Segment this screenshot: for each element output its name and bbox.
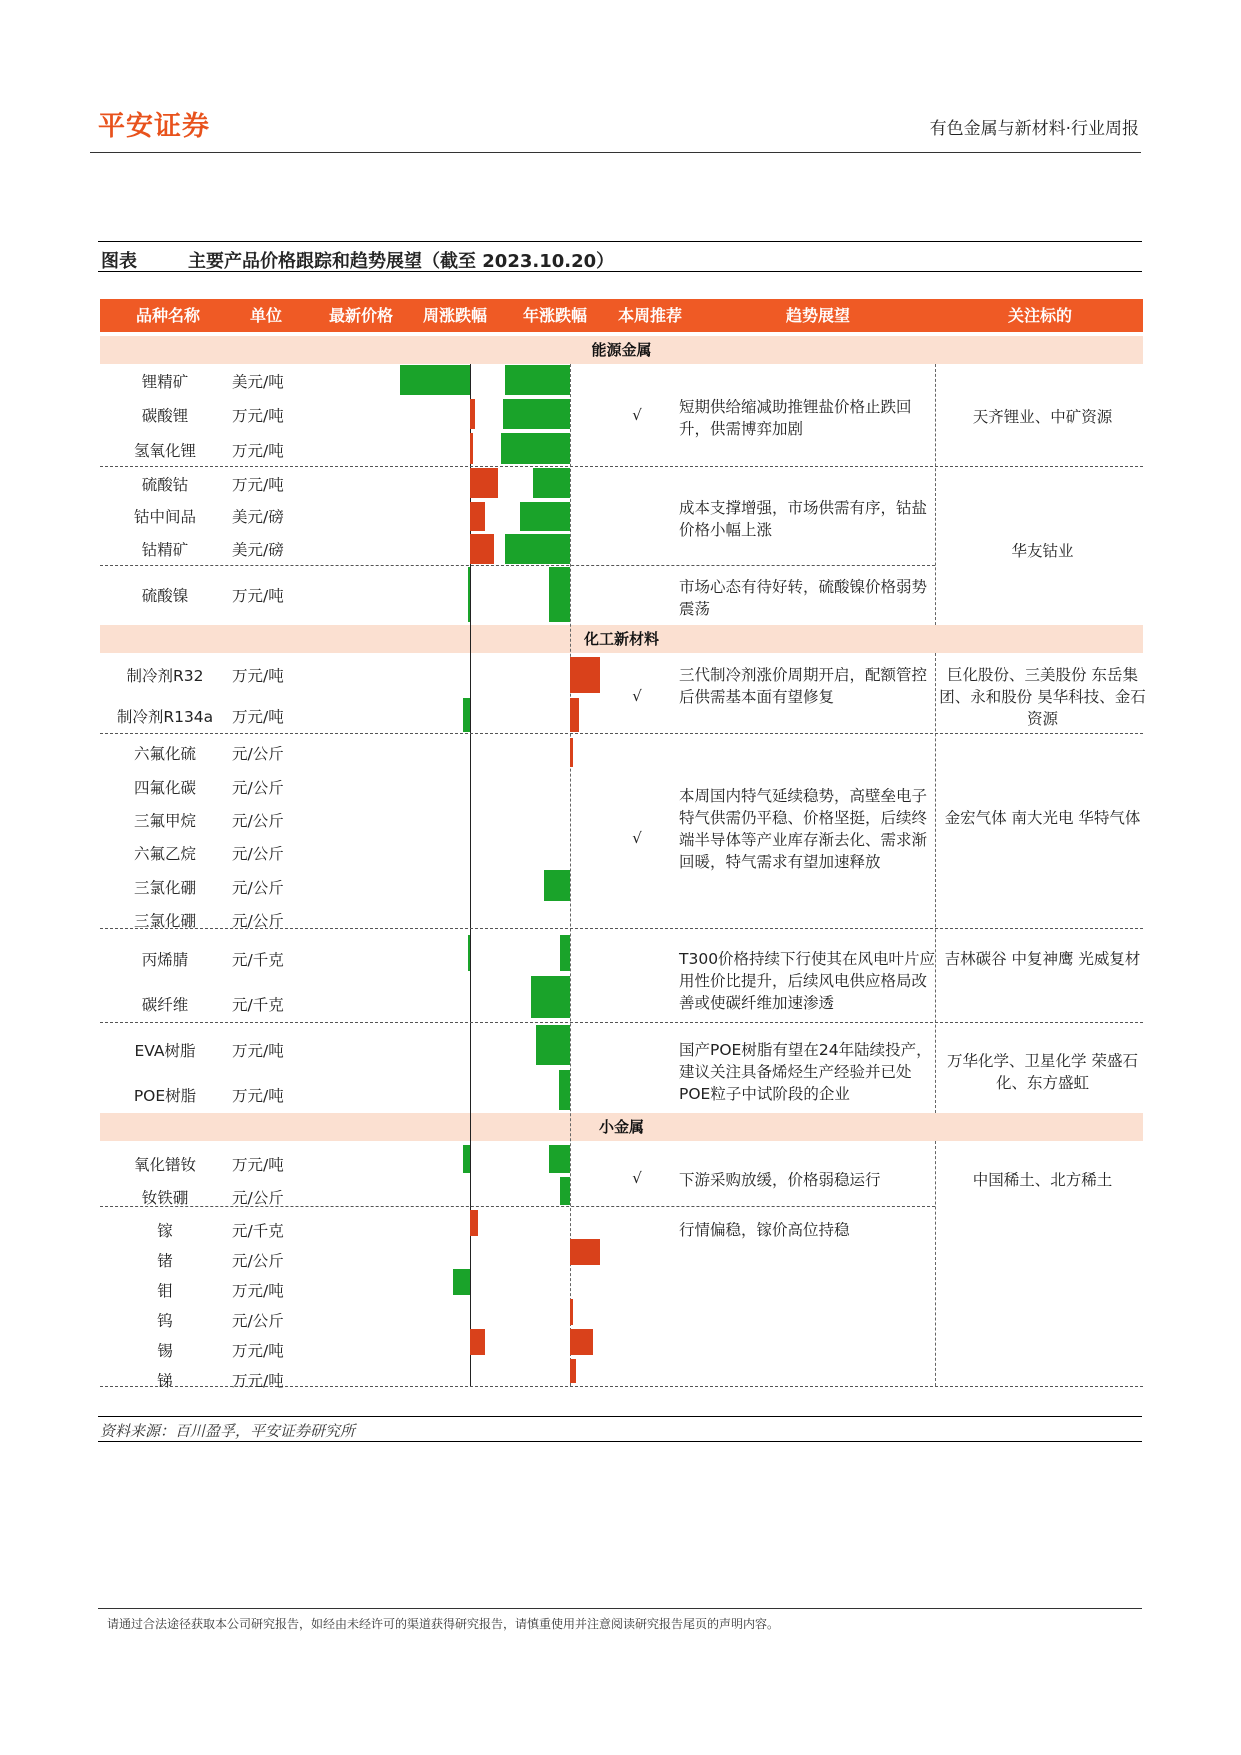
weekly-change-bar (453, 1269, 471, 1295)
product-unit: 元/公斤 (232, 912, 284, 930)
focus-targets: 万华化学、卫星化学 荣盛石化、东方盛虹 (947, 1052, 1138, 1092)
product-name: 钴中间品 (133, 508, 196, 526)
source-top-rule (98, 1416, 1142, 1417)
product-unit: 美元/磅 (232, 541, 284, 559)
weekly-change-bar (463, 1145, 471, 1173)
figure-bottom-rule (98, 271, 1142, 272)
yearly-change-bar (570, 698, 579, 732)
weekly-change-bar (470, 1210, 478, 1236)
trend-outlook: T300价格持续下行使其在风电叶片应用性价比提升，后续风电供应格局改善或使碳纤维加速渗透 (679, 950, 936, 1012)
report-type: 有色金属与新材料·行业周报 (929, 119, 1139, 139)
product-name: 钨 (157, 1312, 173, 1330)
product-unit: 万元/吨 (232, 667, 284, 685)
figure-label: 图表 (101, 251, 137, 272)
product-name: 锡 (157, 1342, 173, 1360)
product-name: 氢氧化锂 (133, 442, 196, 460)
product-name: 钼 (157, 1282, 173, 1300)
brand-logo: 平安证券 (98, 111, 210, 142)
product-name: 硫酸钴 (141, 476, 189, 494)
product-unit: 元/公斤 (232, 879, 284, 897)
weekly-change-bar (470, 1329, 485, 1355)
yearly-change-bar (520, 502, 570, 531)
year-axis-line (570, 364, 571, 1386)
recommend-check: √ (632, 406, 642, 424)
yearly-change-bar (570, 1239, 600, 1265)
focus-targets: 巨化股份、三美股份 东岳集团、永和股份 昊华科技、金石资源 (939, 666, 1146, 728)
group-separator (100, 733, 1143, 734)
product-unit: 万元/吨 (232, 476, 284, 494)
product-unit: 元/千克 (232, 951, 284, 969)
product-name: 钕铁硼 (141, 1189, 189, 1207)
source-bottom-rule (98, 1441, 1142, 1442)
yearly-change-bar (549, 1145, 570, 1173)
product-unit: 万元/吨 (232, 1282, 284, 1300)
focus-targets: 金宏气体 南大光电 华特气体 (944, 809, 1141, 827)
section-minor-metals: 小金属 (100, 1113, 1143, 1141)
yearly-change-bar (560, 935, 570, 971)
yearly-change-bar (570, 1299, 573, 1325)
product-unit: 万元/吨 (232, 1342, 284, 1360)
yearly-change-bar (559, 1070, 571, 1110)
weekly-change-bar (470, 534, 494, 564)
source-note: 资料来源：百川盈孚，平安证券研究所 (100, 1422, 356, 1440)
disclaimer: 请通过合法途径获取本公司研究报告，如经由未经许可的渠道获得研究报告，请慎重使用并注意阅读研究报告尾页的声明内容。 (107, 1617, 780, 1631)
product-unit: 万元/吨 (232, 587, 284, 605)
product-name: 碳纤维 (141, 996, 189, 1014)
figure-top-rule (98, 241, 1142, 242)
product-unit: 万元/吨 (232, 1372, 284, 1390)
product-unit: 万元/吨 (232, 1087, 284, 1105)
yearly-change-bar (549, 567, 570, 622)
product-name: 六氟乙烷 (133, 845, 196, 863)
trend-outlook: 下游采购放缓，价格弱稳运行 (679, 1171, 881, 1189)
product-unit: 万元/吨 (232, 708, 284, 726)
weekly-change-bar (470, 502, 485, 531)
section-chemical-materials: 化工新材料 (100, 625, 1143, 653)
focus-targets: 中国稀土、北方稀土 (972, 1171, 1113, 1189)
product-name: 四氟化碳 (133, 779, 196, 797)
col-header-name: 品种名称 (135, 306, 200, 325)
yearly-change-bar (505, 534, 570, 564)
trend-outlook: 短期供给缩减助推锂盐价格止跌回升，供需博弈加剧 (679, 398, 912, 438)
focus-targets: 天齐锂业、中矿资源 (972, 408, 1113, 426)
recommend-check: √ (632, 1169, 642, 1187)
product-name: 硫酸镍 (141, 587, 189, 605)
product-unit: 万元/吨 (232, 1042, 284, 1060)
product-name: 制冷剂R134a (116, 708, 214, 726)
group-separator (100, 466, 1143, 467)
yearly-change-bar (501, 433, 570, 464)
product-name: EVA树脂 (134, 1042, 196, 1060)
yearly-change-bar (570, 738, 573, 767)
product-name: POE树脂 (133, 1087, 197, 1105)
trend-outlook: 市场心态有待好转，硫酸镍价格弱势震荡 (679, 578, 928, 618)
yearly-change-bar (570, 1359, 576, 1383)
product-name: 钴精矿 (141, 541, 189, 559)
trend-outlook: 本周国内特气延续稳势，高壁垒电子特气供需仍平稳、价格坚挺，后续终端半导体等产业库存渐去化、需求渐回暖，特气需求有望加速释放 (679, 787, 928, 871)
product-unit: 美元/磅 (232, 508, 284, 526)
col-header-focus: 关注标的 (1007, 306, 1072, 325)
trend-outlook: 成本支撑增强，市场供需有序，钴盐价格小幅上涨 (679, 499, 928, 539)
product-unit: 元/千克 (232, 996, 284, 1014)
product-name: 锑 (157, 1372, 173, 1390)
weekly-change-bar (470, 433, 473, 464)
product-unit: 万元/吨 (232, 1156, 284, 1174)
product-unit: 元/千克 (232, 1222, 284, 1240)
col-header-weekly: 周涨跌幅 (422, 306, 487, 325)
figure-title: 主要产品价格跟踪和趋势展望（截至 2023.10.20） (188, 251, 615, 272)
weekly-change-bar (468, 935, 471, 971)
product-unit: 元/公斤 (232, 779, 284, 797)
yearly-change-bar (505, 365, 570, 395)
product-unit: 元/公斤 (232, 745, 284, 763)
trend-outlook: 国产POE树脂有望在24年陆续投产，建议关注具备烯烃生产经验并已处POE粒子中试阶段的企业 (679, 1041, 932, 1103)
product-name: 镓 (157, 1222, 173, 1240)
product-unit: 元/公斤 (232, 1189, 284, 1207)
trend-outlook: 三代制冷剂涨价周期开启，配额管控后供需基本面有望修复 (679, 666, 928, 706)
product-name: 碳酸锂 (141, 407, 189, 425)
product-unit: 万元/吨 (232, 442, 284, 460)
product-name: 丙烯腈 (141, 951, 189, 969)
col-header-recommend: 本周推荐 (617, 306, 682, 325)
weekly-change-bar (468, 567, 471, 622)
header-divider (90, 152, 1141, 153)
section-energy-metals: 能源金属 (100, 336, 1143, 364)
yearly-change-bar (533, 468, 571, 498)
product-name: 六氟化硫 (133, 745, 196, 763)
recommend-check: √ (632, 829, 642, 847)
product-unit: 万元/吨 (232, 407, 284, 425)
product-name: 制冷剂R32 (126, 667, 204, 685)
col-header-yearly: 年涨跌幅 (522, 306, 587, 325)
table-header (100, 299, 1143, 332)
recommend-check: √ (632, 687, 642, 705)
product-unit: 元/公斤 (232, 845, 284, 863)
product-name: 三氯化硼 (133, 912, 196, 930)
product-name: 锂精矿 (141, 373, 189, 391)
product-name: 三氯化硼 (133, 879, 196, 897)
yearly-change-bar (531, 976, 570, 1018)
yearly-change-bar (503, 399, 571, 429)
product-name: 氧化镨钕 (133, 1156, 196, 1174)
weekly-change-bar (470, 468, 498, 498)
trend-outlook: 行情偏稳，镓价高位持稳 (679, 1221, 850, 1239)
weekly-change-bar (470, 399, 475, 429)
col-header-unit: 单位 (249, 306, 282, 325)
yearly-change-bar (570, 657, 600, 693)
col-header-trend: 趋势展望 (785, 306, 850, 325)
product-name: 三氟甲烷 (133, 812, 196, 830)
focus-targets: 吉林碳谷 中复神鹰 光威复材 (944, 950, 1141, 968)
yearly-change-bar (544, 870, 571, 901)
product-name: 锗 (157, 1252, 173, 1270)
product-unit: 元/公斤 (232, 1252, 284, 1270)
weekly-change-bar (463, 698, 471, 732)
col-header-price: 最新价格 (328, 306, 393, 325)
product-unit: 美元/吨 (232, 373, 284, 391)
focus-targets: 华友钴业 (1011, 542, 1074, 560)
group-separator (100, 1022, 1143, 1023)
product-unit: 元/公斤 (232, 1312, 284, 1330)
footer-divider (98, 1608, 1142, 1609)
product-unit: 元/公斤 (232, 812, 284, 830)
group-separator (100, 565, 935, 566)
yearly-change-bar (570, 1329, 593, 1355)
weekly-change-bar (400, 365, 470, 395)
yearly-change-bar (560, 1177, 570, 1205)
yearly-change-bar (536, 1025, 570, 1065)
